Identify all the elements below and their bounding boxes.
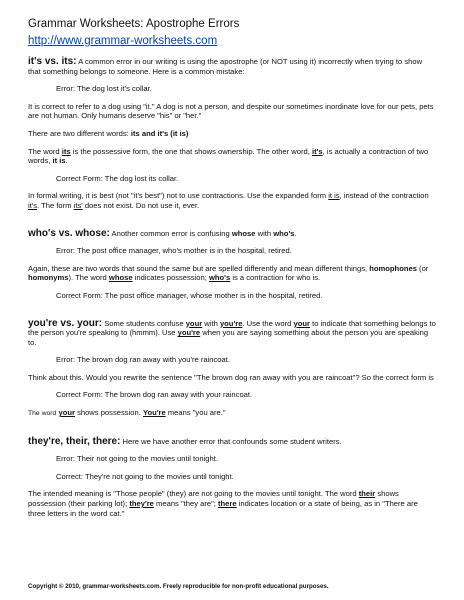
- its-correct-example: Correct Form: The dog lost its collar.: [56, 173, 179, 183]
- its-intro: it's vs. its: A common error in our writing is using the apostrophe (or NOT using it) incorrectly when trying to show that something belongs to someone. Here is a common mistake:: [28, 56, 423, 76]
- your-summary: The word your shows possession. You're means "you are.": [28, 408, 226, 418]
- copyright-footer: Copyright © 2010, grammar-worksheets.com. Freely reproducible for non-profit educational purposes.: [28, 583, 329, 590]
- its-two-words: There are two different words: its and it's (it is): [28, 128, 189, 138]
- whose-intro: who's vs. whose: Another common error is confusing whose with who's.: [28, 227, 297, 239]
- their-error-example: Error: Their not going to the movies until tonight.: [56, 454, 218, 464]
- section-heading-its: it's vs. its:: [28, 56, 77, 67]
- its-error-example: Error: The dog lost it's collar.: [56, 84, 152, 94]
- your-error-example: Error: The brown dog ran away with you're raincoat.: [56, 355, 230, 365]
- your-correct-example: Correct Form: The brown dog ran away with your raincoat.: [56, 390, 253, 400]
- whose-correct-example: Correct Form: The post office manager, whose mother is in the hospital, retired.: [56, 290, 323, 300]
- its-formal-note: In formal writing, it is best (not "it's best") not to use contractions. Use the expanded form it is, instead of the contraction it's. The form its' does not exist. Do not use it, ever.: [28, 191, 429, 210]
- section-heading-their: they're, their, there:: [28, 435, 121, 447]
- your-think: Think about this. Would you rewrite the sentence "The brown dog ran away with you are raincoat"? So the correct form is: [28, 372, 434, 382]
- your-intro: you're vs. your: Some students confuse your with you're. Use the word your to indicate that something belongs to the person you're speaking to (hmmm). Use you're when you are saying something about the person you are speaking to.: [28, 317, 436, 347]
- section-heading-your: you're vs. your:: [28, 317, 103, 329]
- their-intro: they're, their, there: Here we have another error that confounds some student writers.: [28, 435, 342, 447]
- whose-explanation: Again, these are two words that sound the same but are spelled differently and mean different things, homophones (or homonyms). The word whose indicates possession; who's is a contraction for who is.: [28, 263, 429, 283]
- page-title: Grammar Worksheets: Apostrophe Errors: [28, 18, 240, 30]
- section-heading-whose: who's vs. whose:: [28, 227, 110, 239]
- their-explanation: The intended meaning is "Those people" (they) are not going to the movies until tonight. The word their shows possession (their parking lot); they're means "they are"; there indicates location or a state of being, as in "There are three letters in the word cat.": [28, 489, 418, 518]
- whose-error-example: Error: The post office manager, who's mother is in the hospital, retired.: [56, 246, 292, 256]
- site-link[interactable]: http://www.grammar-worksheets.com: [28, 35, 218, 47]
- its-explanation: It is correct to refer to a dog using "it." A dog is not a person, and despite our sometimes inordinate love for our pets, pets are not human. Only humans deserve "his" or "her.": [28, 101, 434, 121]
- its-definition: The word its is the possessive form, the one that shows ownership. The other word, it's, is actually a contraction of two words, it is.: [28, 146, 429, 166]
- their-correct-example: Correct: They're not going to the movies until tonight.: [56, 471, 234, 481]
